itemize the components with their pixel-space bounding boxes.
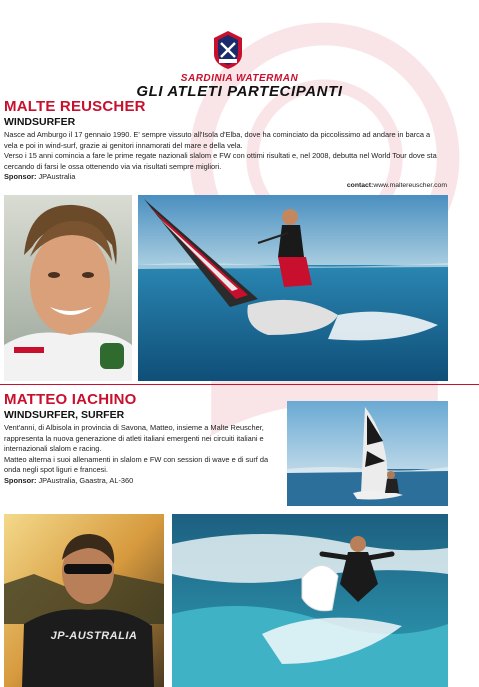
surf-photo-matteo [172,514,448,687]
section-divider [0,384,479,385]
bio-paragraph: Verso i 15 anni comincia a fare le prime regate nazionali slalom e FW con ottimi risultati e, nel 2008, debutta nel World Tour dove sta cercando di farsi le ossa ottenendo via via risultati sempre migliori. [4,151,437,171]
portrait-photo-matteo [4,514,164,687]
athlete-name-2: MATTEO IACHINO [4,391,137,408]
athlete-bio-1 [4,130,444,183]
bio-paragraph: Matteo alterna i suoi allenamenti in slalom e FW con session di wave e di surf da onda negli spot liguri e francesi. [4,454,269,475]
contact-label: contact: [346,182,374,189]
windsurf-photo-matteo [287,401,448,506]
portrait-photo-malte [4,195,132,381]
athlete-bio-2 [4,423,280,487]
event-name: SARDINIA WATERMAN [180,73,299,84]
contact-line [347,182,447,189]
event-logo [212,30,244,70]
bio-paragraph: Nasce ad Amburgo il 17 gennaio 1990. E' sempre vissuto all'Isola d'Elba, dove ha cominciato da piccolissimo ad andare in barca a vela e poi in wind-surf, grazie ai genitori innamorati del mare e della vela. [4,130,431,150]
athlete-name-1: MALTE REUSCHER [4,98,146,115]
bio-paragraph: Vent'anni, di Albisola in provincia di Savona, Matteo, insieme a Malte Reuscher, rappresenta la nuova generazione di atleti italiani emergenti nei circuiti italiani e internazionali slalom e racing. [4,423,264,454]
sponsor-label: Sponsor: [4,475,37,485]
athlete-role-2: WINDSURFER, SURFER [4,409,125,421]
sponsor-label: Sponsor: [4,172,37,182]
shirt-print-text: JP-AUSTRALIA [50,630,138,642]
sponsor-value: JPAustralia [36,172,76,182]
sponsor-line [4,476,280,487]
windsurf-photo-malte [138,195,448,381]
contact-link[interactable]: www.maltereuscher.com [373,182,447,189]
sponsor-value: JPAustralia, Gaastra, AL-360 [36,475,134,485]
section-title: GLI ATLETI PARTECIPANTI [136,83,343,100]
athlete-role-1: WINDSURFER [4,116,76,128]
